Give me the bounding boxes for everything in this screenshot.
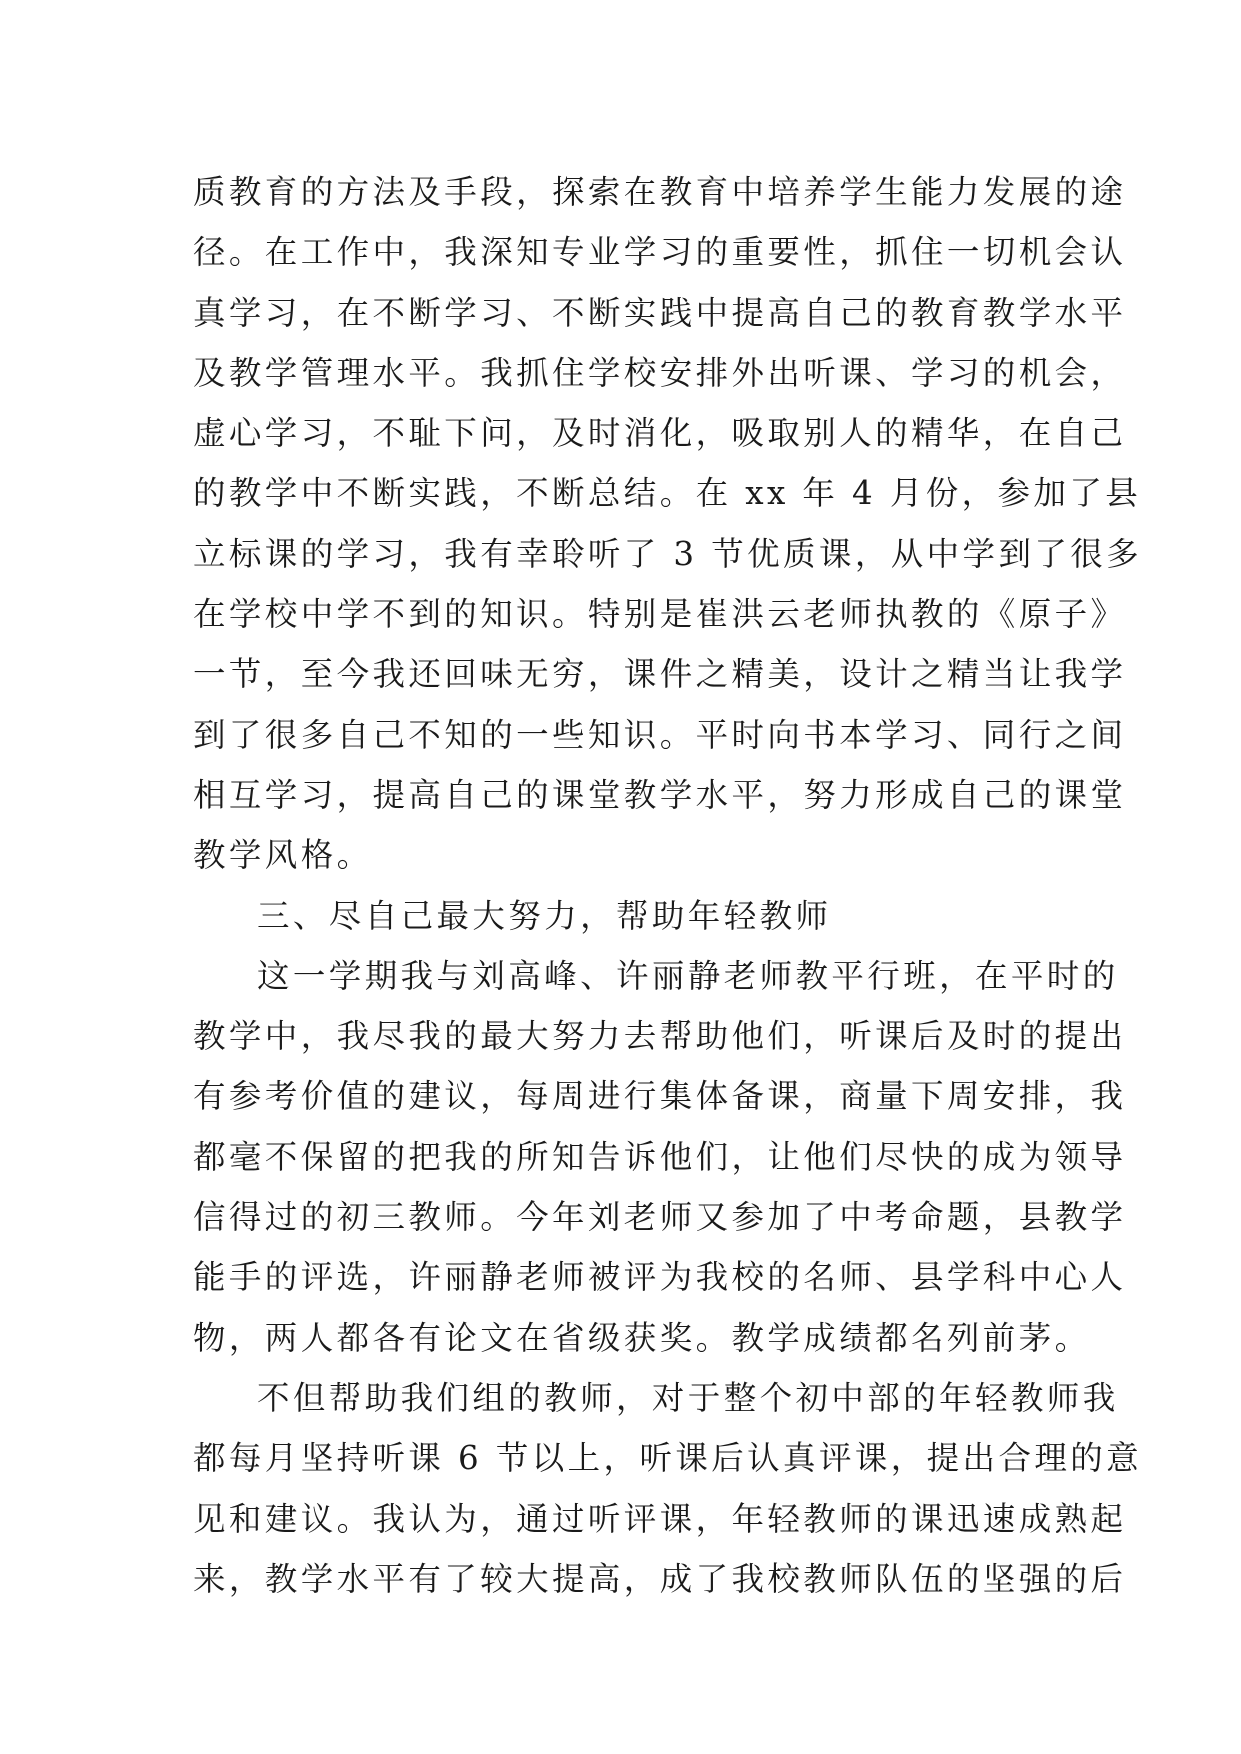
document-body xyxy=(193,162,1143,1609)
text-line: 虚心学习，不耻下问，及时消化，吸取别人的精华，在自己 xyxy=(193,414,1127,453)
text-line: 到了很多自己不知的一些知识。平时向书本学习、同行之间 xyxy=(193,715,1127,754)
text-line: 相互学习，提高自己的课堂教学水平，努力形成自己的课堂 xyxy=(193,775,1127,814)
section-heading: 三、尽自己最大努力，帮助年轻教师 xyxy=(257,896,832,935)
text-line: 真学习，在不断学习、不断实践中提高自己的教育教学水平 xyxy=(193,293,1127,332)
text-line: 教学中，我尽我的最大努力去帮助他们，听课后及时的提出 xyxy=(193,1017,1127,1056)
text-line: 物，两人都各有论文在省级获奖。教学成绩都名列前茅。 xyxy=(193,1318,1091,1357)
text-line: 来，教学水平有了较大提高，成了我校教师队伍的坚强的后 xyxy=(193,1559,1127,1598)
text-line: 质教育的方法及手段，探索在教育中培养学生能力发展的途 xyxy=(193,173,1127,211)
text-line: 的教学中不断实践，不断总结。在 xx 年 4 月份，参加了县 xyxy=(193,474,1142,513)
text-line: 径。在工作中，我深知专业学习的重要性，抓住一切机会认 xyxy=(193,233,1127,272)
text-line: 这一学期我与刘高峰、许丽静老师教平行班，在平时的 xyxy=(257,956,1119,995)
text-line: 不但帮助我们组的教师，对于整个初中部的年轻教师我 xyxy=(257,1378,1119,1417)
text-line: 教学风格。 xyxy=(193,836,373,875)
text-line: 在学校中学不到的知识。特别是崔洪云老师执教的《原子》 xyxy=(193,595,1127,634)
text-line: 都每月坚持听课 6 节以上，听课后认真评课，提出合理的意 xyxy=(193,1439,1143,1478)
text-line: 立标课的学习，我有幸聆听了 3 节优质课，从中学到了很多 xyxy=(193,534,1143,573)
text-line: 有参考价值的建议，每周进行集体备课，商量下周安排，我 xyxy=(193,1077,1127,1116)
text-line: 及教学管理水平。我抓住学校安排外出听课、学习的机会， xyxy=(193,353,1127,392)
text-line: 信得过的初三教师。今年刘老师又参加了中考命题，县教学 xyxy=(193,1198,1127,1237)
text-line: 都毫不保留的把我的所知告诉他们，让他们尽快的成为领导 xyxy=(193,1137,1127,1176)
text-line: 能手的评选，许丽静老师被评为我校的名师、县学科中心人 xyxy=(193,1258,1127,1297)
text-line: 一节，至今我还回味无穷，课件之精美，设计之精当让我学 xyxy=(193,655,1127,694)
text-line: 见和建议。我认为，通过听评课，年轻教师的课迅速成熟起 xyxy=(193,1499,1127,1538)
